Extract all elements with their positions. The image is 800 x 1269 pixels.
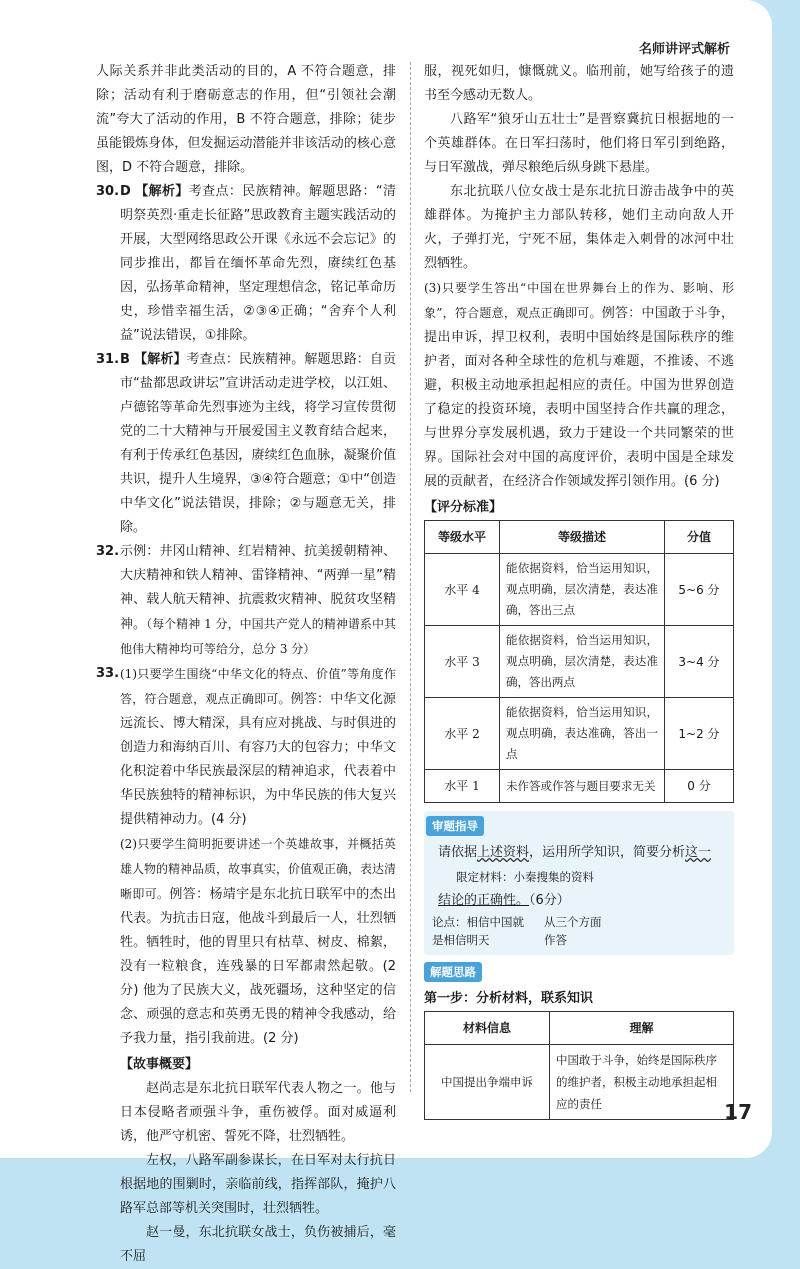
part1-answer: 例答：中华文化源远流长、博大精深，具有应对挑战、与时俱进的创造力和海纳百川、有容乃大的包容力；中华文化积淀着中华民族最深层的精神追求，代表着中华民族独特的精神标识，为中华民族的伟大复兴提供精神动力。(4 分) [120,692,396,827]
question-number: 30. [96,184,120,199]
answer-letter: D [120,184,131,199]
guide-limit: 限定材料：小秦搜集的资料 [456,870,594,884]
column-header: 分值 [665,521,734,554]
level-cell: 水平 3 [425,626,500,698]
guide-emphasis: 这一 [685,845,712,860]
column-header: 等级水平 [425,521,500,554]
guide-emphasis: 上述资料 [477,845,530,860]
guide-conclusion: 结论的正确性。 [438,893,530,908]
part2-note: (2)只要学生简明扼要讲述一个英雄故事，并概括英雄人物的精神品质，故事真实，价值观正确，表达清晰即可。 [120,837,397,901]
table-row [425,1045,734,1120]
table-row [425,698,734,770]
guide-text: ，运用所学知识，简要分析 [529,845,686,860]
column-header: 理解 [550,1012,734,1045]
guide-prompt [438,841,732,865]
scoring-note: （每个精神 1 分，中国共产党人的精神谱系中其他伟大精神均可等给分，总分 3 分） [120,617,396,656]
column-header: 材料信息 [425,1012,550,1045]
column-divider [410,62,411,1092]
material-table [424,1011,734,1120]
description-cell: 能依据资料，恰当运用知识，观点明确，层次清楚，表达准确，答出三点 [500,554,665,626]
step-title: 第一步：分析材料，联系知识 [424,991,594,1006]
score-cell: 5~6 分 [665,554,734,626]
right-column [424,60,734,1120]
guide-score: （6分） [529,893,570,908]
table-header-row [425,521,734,554]
guide-badge: 审题指导 [426,816,484,836]
answer-letter: B [120,352,130,367]
scoring-standard-title: 【评分标准】 [424,500,503,515]
table-row [425,770,734,803]
material-info-cell: 中国提出争端申诉 [425,1045,550,1120]
page-number: 17 [724,1100,752,1124]
story-paragraph: 赵尚志是东北抗日联军代表人物之一。他与日本侵略者顽强斗争，重伤被俘。面对威逼利诱，他严守机密、誓死不降，壮烈牺牲。 [120,1081,396,1144]
level-cell: 水平 1 [425,770,500,803]
story-paragraph: 八路军“狼牙山五壮士”是晋察冀抗日根据地的一个英雄群体。在日军扫荡时，他们将日军引到绝路，与日军激战，弹尽粮绝后纵身跳下悬崖。 [424,112,734,175]
table-row [425,626,734,698]
analysis-tag: 【解析】 [135,184,189,199]
question-32 [96,540,396,662]
running-header: 名师讲评式解析 [638,42,730,57]
analysis-tag: 【解析】 [134,352,187,367]
analysis-text: 考查点：民族精神。解题思路：“清明祭英烈·重走长征路”思政教育主题实践活动的开展，大型网络思政公开课《永远不会忘记》的同步推出，都旨在缅怀革命先烈，赓续红色基因，弘扬革命精神，坚定理想信念，铭记革命历史，珍惜幸福生活，②③④正确；“舍弃个人利益”说法错误，①排除。 [120,184,396,343]
description-cell: 能依据资料，恰当运用知识，观点明确，层次清楚，表达准确，答出两点 [500,626,665,698]
guide-text: 请依据 [438,845,478,860]
part3-note: (3)只要学生答出“中国在世界舞台上的作为、影响、形象”，符合题意，观点正确即可。 [424,281,734,320]
analysis-text: 考查点：民族精神。解题思路：自贡市“盐都思政讲坛”宣讲活动走进学校，以江姐、卢德铭等革命先烈事迹为主线，将学习宣传贯彻党的二十大精神与开展爱国主义教育结合起来，有利于传承红色基因，赓续红色血脉，凝聚价值共识，提升人生境界，③④符合题意；①中“创造中华文化”说法错误，排除；②与题意无关，排除。 [120,352,396,535]
part1-note: (1)只要学生围绕“中华文化的特点、价值”等角度作答，符合题意，观点正确即可。 [120,667,396,706]
left-column [96,60,396,1269]
level-cell: 水平 4 [425,554,500,626]
question-guide-box [424,811,734,955]
part3-answer: 例答：中国敢于斗争，提出申诉，捍卫权利，表明中国始终是国际秩序的维护者，面对各种全球性的危机与难题，不推诿、不逃避，积极主动地承担起相应的责任。中国为世界创造了稳定的投资环境，表明中国坚持合作共赢的理念，与世界分享发展机遇，致力于建设一个共同繁荣的世界。国际社会对中国的高度评价，表明中国是全球发展的贡献者，在经济合作领域发挥引领作用。(6 分) [424,306,734,489]
guide-conclusion-line [438,889,732,913]
understanding-cell: 中国敢于斗争，始终是国际秩序的维护者，积极主动地承担起相应的责任 [550,1045,734,1120]
score-cell: 1~2 分 [665,698,734,770]
story-paragraph: 左权，八路军副参谋长，在日军对太行抗日根据地的围剿时，亲临前线，指挥部队，掩护八路军总部等机关突围时，壮烈牺牲。 [120,1153,396,1216]
intro-paragraph: 人际关系并非此类活动的目的，A 不符合题意，排除；活动有利于磨砺意志的作用，但“引领社会潮流”夸大了活动的作用，B 不符合题意，排除；徒步虽能锻炼身体，但发掘运动潜能并非该活动的核心意图，D 不符合题意，排除。 [96,64,396,175]
level-cell: 水平 2 [425,698,500,770]
question-30 [96,180,396,348]
description-cell: 未作答或作答与题目要求无关 [500,770,665,803]
score-cell: 0 分 [665,770,734,803]
question-33 [96,662,396,1269]
example-answer: 示例：井冈山精神、红岩精神、抗美援朝精神、大庆精神和铁人精神、雷锋精神、“两弹一星”精神、载人航天精神、抗震救灾精神、脱贫攻坚精神。 [120,544,396,632]
table-header-row [425,1012,734,1045]
question-number: 33. [96,666,120,681]
guide-point: 论点：相信中国就是相信明天 [432,915,524,947]
guide-angle: 从三个方面作答 [544,915,602,947]
description-cell: 能依据资料，恰当运用知识，观点明确，表达准确，答出一点 [500,698,665,770]
solution-idea-section [424,961,734,1120]
story-continuation: 服，视死如归，慷慨就义。临刑前，她写给孩子的遗书至今感动无数人。 [424,64,734,103]
column-header: 等级描述 [500,521,665,554]
guide-annotations [432,913,732,949]
question-number: 32. [96,544,120,559]
score-cell: 3~4 分 [665,626,734,698]
question-number: 31. [96,352,120,367]
solution-badge: 解题思路 [424,962,482,982]
story-summary-title: 【故事概要】 [120,1057,199,1072]
story-paragraph: 赵一曼，东北抗联女战士，负伤被捕后，毫不屈 [120,1225,396,1264]
table-row [425,554,734,626]
question-31 [96,348,396,540]
part2-answer: 例答：杨靖宇是东北抗日联军中的杰出代表。为抗击日寇，他战斗到最后一人，壮烈牺牲。牺牲时，他的胃里只有枯草、树皮、棉絮，没有一粒粮食，连残暴的日军都肃然起敬。(2 分) 他为了民族大义，战死疆场，这种坚定的信念、顽强的意志和英勇无畏的精神令我感动，给予我力量，指引我前进。(2 分) [120,887,396,1046]
story-paragraph: 东北抗联八位女战士是东北抗日游击战争中的英雄群体。为掩护主力部队转移，她们主动向敌人开火，子弹打光，宁死不屈，集体走入刺骨的冰河中壮烈牺牲。 [424,184,734,271]
scoring-table [424,520,734,803]
